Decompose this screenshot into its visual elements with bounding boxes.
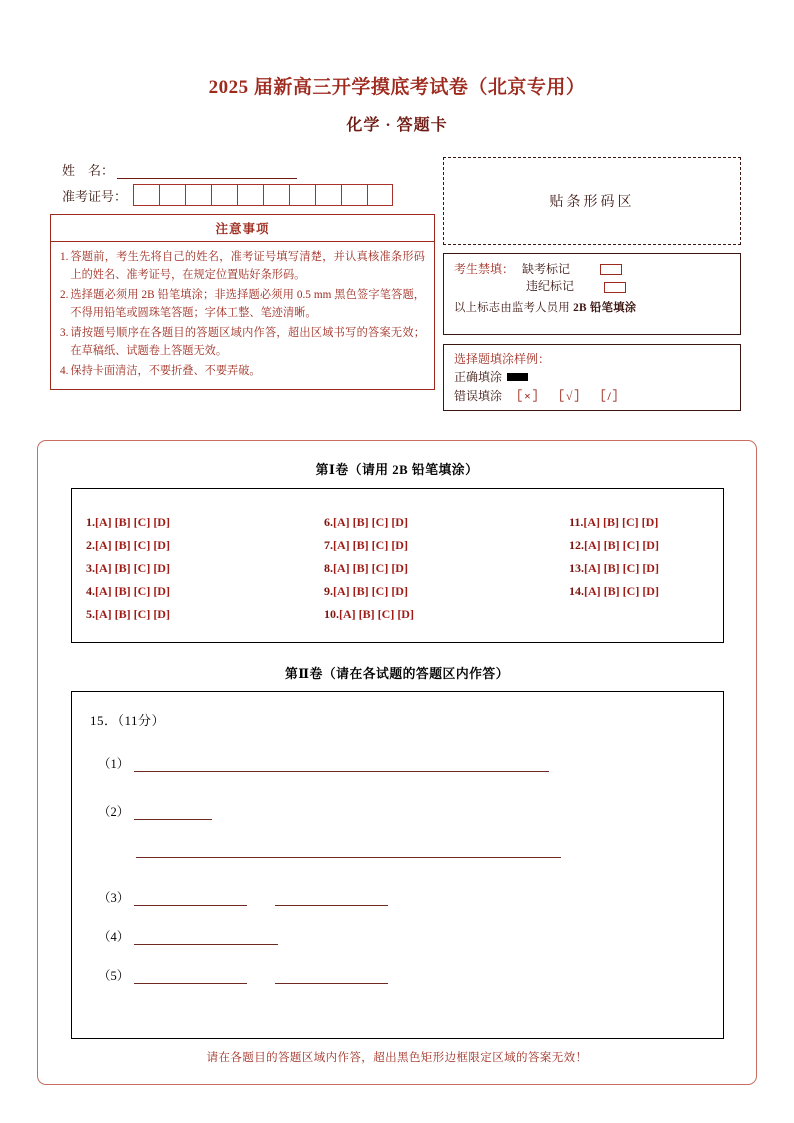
- blank-item-4: [98, 927, 278, 945]
- bubble-column-2: [324, 511, 569, 626]
- absence-checkbox[interactable]: [600, 264, 622, 275]
- section2-heading: 第Ⅱ卷（请在各试题的答题区内作答）: [284, 667, 510, 681]
- wrong-fill-marks-icon: ［×］ ［√］ ［/］: [510, 388, 627, 403]
- bubble-options[interactable]: [A] [B] [C] [D]: [95, 607, 170, 622]
- violation-checkbox[interactable]: [604, 282, 626, 293]
- exam-id-box[interactable]: [185, 184, 211, 206]
- bubble-row[interactable]: [569, 557, 659, 580]
- fill-sample-box: [443, 344, 741, 411]
- answer-blank-line[interactable]: [134, 931, 278, 945]
- wrong-fill-label: 错误填涂: [454, 388, 503, 403]
- bubble-options[interactable]: [A] [B] [C] [D]: [339, 607, 414, 622]
- bubble-options[interactable]: [A] [B] [C] [D]: [584, 538, 659, 553]
- absence-row: [454, 261, 730, 278]
- blank-item-2-continuation: [131, 844, 561, 858]
- free-response-box: [71, 691, 724, 1039]
- notice-box: [50, 214, 435, 390]
- bubble-row[interactable]: [86, 534, 324, 557]
- bubble-row[interactable]: [86, 511, 324, 534]
- fill-sample-heading: 选择题填涂样例：: [454, 352, 551, 366]
- proctor-note: [454, 299, 730, 315]
- subject-title: 化学 · 答题卡: [346, 117, 448, 134]
- bubble-options[interactable]: [A] [B] [C] [D]: [583, 515, 659, 529]
- multiple-choice-box: [71, 488, 724, 643]
- bubble-column-3: [569, 511, 659, 626]
- bubble-row[interactable]: [324, 557, 569, 580]
- bubble-options[interactable]: [A] [B] [C] [D]: [95, 538, 170, 553]
- question-number: 9.: [324, 584, 333, 599]
- correct-fill-mark-icon: [507, 373, 528, 381]
- proctor-note-prefix: 以上标志由监考人员用: [454, 301, 574, 314]
- bubble-row[interactable]: [86, 580, 324, 603]
- answer-blank-line[interactable]: [136, 844, 561, 858]
- answer-blank-line[interactable]: [275, 970, 388, 984]
- question-number: 4.: [86, 584, 95, 599]
- footer-warning: 请在各题目的答题区域内作答，超出黑色矩形边框限定区域的答案无效！: [206, 1052, 588, 1064]
- question-number: 6.: [324, 515, 333, 529]
- answer-blank-line[interactable]: [275, 892, 388, 906]
- proctor-marking-box: [443, 253, 741, 335]
- bubble-row[interactable]: [569, 580, 659, 603]
- exam-id-box[interactable]: [263, 184, 289, 206]
- bubble-row[interactable]: [569, 534, 659, 557]
- bubble-options[interactable]: [A] [B] [C] [D]: [333, 515, 408, 529]
- notice-item-text: 保持卡面清洁，不要折叠、不要弄破。: [70, 364, 261, 377]
- barcode-paste-area: [443, 157, 741, 245]
- exam-id-boxes[interactable]: [133, 184, 393, 206]
- exam-id-box[interactable]: [341, 184, 367, 206]
- blank-label-2: （2）: [98, 805, 130, 819]
- notice-item-number: 4.: [60, 364, 69, 377]
- question-number: 2.: [86, 538, 95, 553]
- exam-id-box[interactable]: [159, 184, 185, 206]
- blank-label-1: （1）: [98, 757, 130, 771]
- question-number: 10.: [324, 607, 339, 622]
- blank-label-4: （4）: [98, 930, 130, 944]
- bubble-options[interactable]: [A] [B] [C] [D]: [333, 584, 408, 599]
- bubble-column-1: [86, 511, 324, 626]
- answer-blank-line[interactable]: [134, 970, 247, 984]
- notice-item-text: 请按题号顺序在各题目的答题区域内作答，超出区域书写的答案无效；在草稿纸、试题卷上答题无效。: [70, 326, 425, 358]
- bubble-row[interactable]: [324, 511, 569, 534]
- exam-id-label: 准考证号：: [62, 188, 128, 204]
- answer-blank-line[interactable]: [134, 892, 247, 906]
- bubble-row[interactable]: [324, 534, 569, 557]
- blank-item-5: [98, 966, 388, 984]
- bubble-columns: [72, 489, 723, 626]
- notice-item: [60, 248, 425, 285]
- bubble-options[interactable]: [A] [B] [C] [D]: [333, 538, 408, 553]
- name-input-line[interactable]: [117, 164, 297, 179]
- correct-fill-label: 正确填涂: [454, 370, 503, 384]
- notice-heading: 注意事项: [51, 215, 434, 242]
- question-number: 8.: [324, 561, 333, 576]
- exam-id-box[interactable]: [367, 184, 393, 206]
- bubble-options[interactable]: [A] [B] [C] [D]: [95, 515, 170, 529]
- bubble-options[interactable]: [A] [B] [C] [D]: [584, 584, 659, 599]
- notice-item: [60, 362, 425, 380]
- notice-list: [51, 242, 434, 389]
- section1-heading: 第Ⅰ卷（请用 2B 铅笔填涂）: [315, 463, 479, 477]
- question-15-label: 15．（11分）: [90, 713, 166, 728]
- proctor-title: 考生禁填：: [454, 262, 515, 276]
- answer-blank-line[interactable]: [134, 806, 212, 820]
- correct-fill-row: [454, 368, 730, 387]
- notice-item-text: 答题前，考生先将自己的姓名，准考证号填写清楚，并认真核准条形码上的姓名、准考证号，在规定位置贴好条形码。: [70, 251, 425, 282]
- bubble-row[interactable]: [86, 603, 324, 626]
- name-label: 姓 名：: [62, 163, 115, 178]
- bubble-row[interactable]: [86, 557, 324, 580]
- exam-id-box[interactable]: [211, 184, 237, 206]
- exam-id-box[interactable]: [315, 184, 341, 206]
- proctor-note-emphasis: 2B 铅笔填涂: [573, 301, 637, 314]
- barcode-area-label: 贴条形码区: [549, 195, 635, 210]
- bubble-row[interactable]: [324, 603, 569, 626]
- notice-item-number: 3.: [60, 326, 69, 339]
- answer-frame: [37, 440, 757, 1085]
- bubble-row[interactable]: [569, 511, 659, 534]
- bubble-options[interactable]: [A] [B] [C] [D]: [333, 561, 408, 576]
- question-number: 13.: [569, 561, 584, 576]
- page-title: 2025 届新高三开学摸底考试卷（北京专用）: [208, 77, 586, 98]
- notice-item: [60, 324, 425, 361]
- question-number: 12.: [569, 538, 584, 553]
- name-field-row: [62, 160, 297, 179]
- blank-item-1: [98, 754, 549, 772]
- blank-label-5: （5）: [98, 969, 130, 983]
- exam-id-box[interactable]: [289, 184, 315, 206]
- question-number: 3.: [86, 561, 95, 576]
- notice-item: [60, 286, 425, 323]
- notice-item-number: 1.: [60, 251, 69, 263]
- blank-label-3: （3）: [98, 891, 130, 905]
- bubble-options[interactable]: [A] [B] [C] [D]: [584, 561, 659, 576]
- exam-id-box[interactable]: [133, 184, 159, 206]
- bubble-row[interactable]: [324, 580, 569, 603]
- absence-label: 缺考标记: [522, 262, 571, 276]
- bubble-options[interactable]: [A] [B] [C] [D]: [95, 561, 170, 576]
- answer-blank-line[interactable]: [134, 758, 549, 772]
- violation-row: [454, 278, 730, 295]
- question-number: 14.: [569, 584, 584, 599]
- question-number: 11.: [569, 515, 584, 529]
- exam-id-row: [62, 184, 393, 206]
- notice-item-number: 2.: [60, 288, 69, 301]
- question-number: 5.: [86, 607, 95, 622]
- blank-item-3: [98, 888, 388, 906]
- bubble-options[interactable]: [A] [B] [C] [D]: [95, 584, 170, 599]
- question-number: 1.: [86, 515, 95, 529]
- question-number: 7.: [324, 538, 333, 553]
- violation-label: 违纪标记: [526, 279, 575, 294]
- notice-item-text: 选择题必须用 2B 铅笔填涂；非选择题必须用 0.5 mm 黑色签字笔答题，不得用铅笔或圆珠笔答题；字体工整、笔迹清晰。: [70, 288, 425, 320]
- exam-id-box[interactable]: [237, 184, 263, 206]
- wrong-fill-row: [454, 387, 730, 406]
- blank-item-2: [98, 802, 212, 820]
